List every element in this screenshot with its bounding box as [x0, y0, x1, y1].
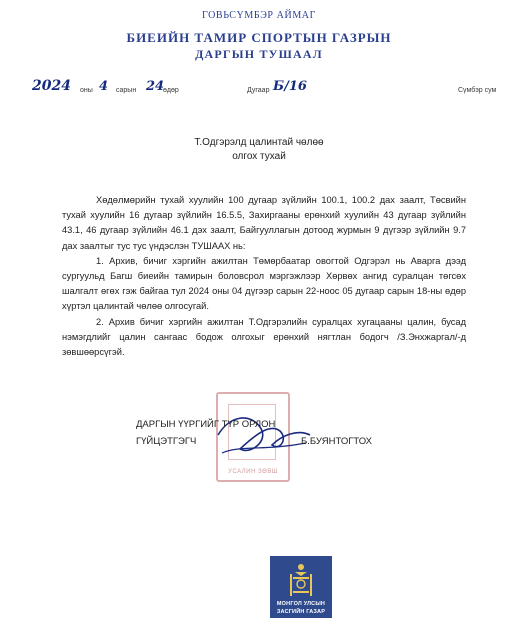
signatory-title-line1: ДАРГЫН ҮҮРГИЙГ ТҮР ОРЛОН: [136, 419, 276, 430]
document-type: ДАРГЫН ТУШААЛ: [195, 47, 323, 61]
handwritten-decree-number: Б/16: [273, 79, 307, 94]
year-suffix: оны: [80, 87, 93, 94]
body-paragraph-order-1: 1. Архив, бичиг хэргийн ажилтан Төмөрбаатар овогтой Одгэрэл нь Аварга дээд сургуульд Багш биеийн тамирын боловсрол мэргэжлээр Хөрвөх ангид суралцан төгсөх шалгалт өгөх гэж байгаа тул 2024 оны 04 дүгээр сарын 22-ноос 05 дугаар сарын 18-ны өдөр хүртэл цалинтай чөлөө олгосугай.: [62, 255, 466, 312]
handwritten-year: 2024: [32, 78, 71, 94]
handwritten-day: 24: [146, 79, 165, 94]
decree-body: [62, 193, 466, 360]
logo-text-line1: МОНГОЛ УЛСЫН: [276, 601, 326, 607]
month-suffix: сарын: [116, 87, 137, 94]
body-paragraph-basis: Хөдөлмөрийн тухай хуулийн 100 дугаар зүйлийн 100.1, 100.2 дах заалт, Төсвийн тухай хуулийн 16 дугаар зүйлийн 16.5.5, Захиргааны ерөнхий хуулийн 43 дугаар зүйлийн 43.1, 46 дугаар зүйлийн 46.1 дэх заалт, Байгууллагын дотоод журмын 9 дүгээр зүйлийн 9.7 дах заалтыг тус тус үндэслэн ТУШААХ нь:: [62, 195, 466, 251]
logo-text-line2: ЗАСГИЙН ГАЗАР: [276, 609, 326, 615]
organization-name: БИЕИЙН ТАМИР СПОРТЫН ГАЗРЫН: [126, 30, 392, 45]
decree-title-line1: Т.Одгэрэлд цалинтай чөлөө: [194, 137, 324, 148]
decree-title-line2: олгох тухай: [232, 151, 286, 162]
stamp-text: УСАЛИН ЗӨВШ: [228, 469, 278, 475]
government-logo: [270, 556, 332, 618]
soyombo-emblem-icon: [287, 562, 315, 598]
body-paragraph-order-2: 2. Архив бичиг хэргийн ажилтан Т.Одгэрэлийн суралцах хугацааны цалин, бусад нэмэгдлийг цалин сангаас бодож олгохыг ерөнхий нягтлан бодогч /З.Энхжаргал/-д зөвшөөрсүгэй.: [62, 316, 466, 358]
day-suffix: өдөр: [163, 87, 179, 94]
handwritten-month: 4: [99, 79, 109, 94]
signatory-title-line2: ГҮЙЦЭТГЭГЧ: [136, 436, 197, 447]
province-name: ГОВЬСҮМБЭР АЙМАГ: [201, 10, 317, 21]
number-label: Дугаар: [247, 87, 270, 94]
place-name: Сүмбэр сум: [458, 87, 497, 94]
signatory-name: Б.БУЯНТОГТОХ: [301, 436, 373, 447]
